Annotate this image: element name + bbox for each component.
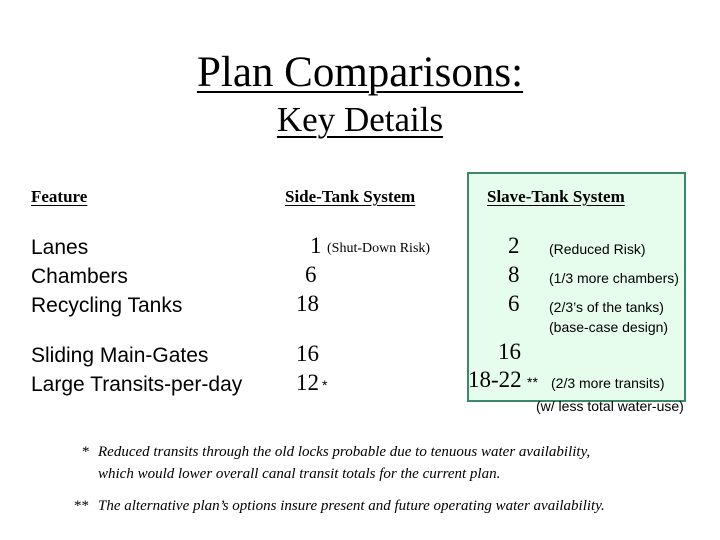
feature-sliding-main-gates: Sliding Main-Gates [31, 344, 209, 367]
slave-tank-lanes-note: (Reduced Risk) [549, 241, 646, 257]
title-line-2: Key Details [276, 100, 444, 139]
slave-tank-recycling-value: 6 [508, 291, 520, 316]
side-tank-recycling-value: 18 [296, 291, 319, 316]
feature-large-transits: Large Transits-per-day [31, 373, 243, 396]
feature-lanes: Lanes [31, 236, 89, 259]
slave-tank-lanes-value: 2 [508, 233, 520, 258]
footnote-2-line-1: The alternative plan’s options insure present and future operating water availability. [98, 498, 605, 514]
slave-tank-transits-note: (2/3 more transits) [551, 375, 665, 391]
side-tank-lanes-value: 1 [310, 233, 322, 258]
side-tank-transits-mark: * [322, 377, 328, 393]
footnote-1-mark: * [82, 444, 90, 460]
slave-tank-transits-note-2: (w/ less total water-use) [536, 398, 684, 414]
slave-tank-column-header: Slave-Tank System [487, 187, 625, 206]
footnote-1-line-1: Reduced transits through the old locks probable due to tenuous water availability, [98, 444, 591, 460]
feature-column-header: Feature [31, 187, 88, 206]
side-tank-transits-value: 12 [296, 370, 319, 395]
side-tank-gates-value: 16 [296, 341, 319, 366]
side-tank-lanes-note: (Shut-Down Risk) [327, 241, 431, 256]
footnote-2-mark: ** [74, 498, 89, 514]
slave-tank-chambers-note: (1/3 more chambers) [549, 270, 679, 286]
slave-tank-transits-mark: ** [527, 374, 538, 390]
slave-tank-chambers-value: 8 [508, 262, 520, 287]
slave-tank-recycling-note-2: (base-case design) [549, 319, 669, 335]
slave-tank-gates-value: 16 [498, 339, 521, 364]
slave-tank-transits-value: 18-22 [468, 367, 522, 392]
title-line-1: Plan Comparisons: [196, 49, 524, 96]
footnote-1-line-2: which would lower overall canal transit totals for the current plan. [98, 466, 501, 482]
side-tank-chambers-value: 6 [305, 262, 317, 287]
feature-chambers: Chambers [31, 265, 128, 288]
side-tank-column-header: Side-Tank System [285, 187, 416, 206]
slave-tank-recycling-note: (2/3’s of the tanks) [549, 299, 664, 315]
feature-recycling-tanks: Recycling Tanks [31, 294, 183, 317]
